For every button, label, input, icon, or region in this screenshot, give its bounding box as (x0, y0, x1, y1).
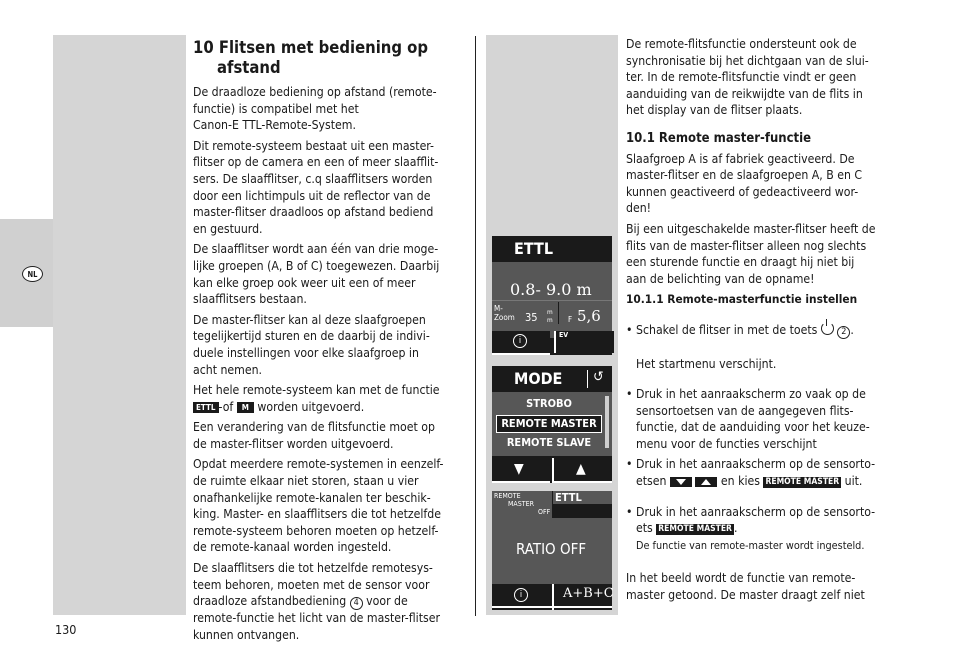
info-icon: i (513, 334, 527, 348)
text-line: master-flitser draadloos op afstand bediend (193, 205, 434, 220)
text-line: de master-flitser worden uitgevoerd. (193, 436, 394, 451)
arrow-down-icon: ▼ (514, 461, 524, 477)
text-line: sers. De slaafflitser, c.q slaafflitsers worden (193, 171, 433, 186)
paragraph-sensor: De slaafflitsers die tot hetzelfde remotesys- teem behoren, moeten met de sensor voor draadloze afstandbediening 4 voor de remote-functie het licht van de master-flitser kunnen ontvangen. (193, 561, 440, 642)
text-line: het display van de flitser plaats. (626, 103, 803, 118)
m-chip: M (237, 402, 254, 413)
text-line: Opdat meerdere remote-systemen in eenzelf- (193, 457, 444, 472)
column-divider (475, 36, 476, 616)
intro-paragraph (626, 36, 901, 119)
ettl-header: ETTL (492, 236, 612, 262)
text-line: De slaafflitser wordt aan één van drie moge- (193, 242, 439, 257)
info-button[interactable] (492, 331, 550, 355)
text-line: Slaafgroep A is af fabriek geactiveerd. De (626, 151, 855, 166)
groups-value: A+B+C (563, 586, 614, 601)
text-line: Een verandering van de flitsfunctie moet op (193, 420, 435, 435)
paragraph-function: Het hele remote-systeem kan met de functie ETTL -of M worden uitgevoerd. (193, 383, 440, 414)
text-line: teem behoren, moeten met de sensor voor (193, 577, 430, 592)
arrow-up-icon (695, 477, 717, 487)
mode-menu-item[interactable]: STROBO (526, 397, 572, 410)
text-line: De slaafflitsers die tot hetzelfde remotesys- (193, 561, 433, 576)
paragraph (193, 84, 468, 134)
section-paragraph-2 (626, 221, 901, 287)
left-grey-panel (53, 35, 186, 615)
paragraph (193, 138, 468, 238)
text-line: lijke groepen (A, B of C) toegewezen. Daarbij (193, 258, 440, 273)
left-paragraphs-2 (193, 419, 468, 556)
remote-master-chip: REMOTE MASTER (658, 523, 732, 534)
step-switch-on: • Schakel de flitser in met de toets 2 . Het startmenu verschijnt. (626, 322, 901, 372)
aperture-value: 5,6 (577, 307, 601, 325)
step-select-remote-master: • Druk in het aanraakscherm op de sensorto- etsen en kies REMOTE MASTER uit. (626, 456, 901, 489)
display-mode-menu (492, 366, 612, 483)
text-line: king. Master- en slaafflitsers die tot hetzelfde (193, 507, 441, 522)
button-number: 2 (837, 326, 850, 339)
text-line: Bij een uitgeschakelde master-flitser heeft de (626, 221, 876, 236)
up-button[interactable] (552, 458, 612, 483)
text-line: aanduiding van de reikwijdte van de flits in (626, 86, 863, 101)
text-line: kunnen geactiveerd of gedeactiveerd wor- (626, 184, 859, 199)
text-line: remote-functie het licht van de master-flitser (193, 611, 440, 626)
ettl-range-area: 0.8- 9.0 m M- Zoom 35 m m F 5,6 (492, 262, 612, 338)
text-line: acht nemen. (193, 362, 263, 377)
section-title: 10.1 Remote master-functie (626, 130, 812, 146)
text-line: door een lichtimpuls uit de reflector van de (193, 188, 431, 203)
ratio-value: RATIO OFF (516, 540, 587, 558)
text-line: Druk in het aanraakscherm zo vaak op de (636, 387, 866, 402)
ev-button[interactable]: EV (554, 331, 614, 353)
text-line: flits van de master-flitser alleen nog slechts (626, 238, 867, 253)
text-line: aan de belichting van de opname! (626, 271, 815, 286)
ettl-chip: ETTL (193, 402, 219, 413)
outro-paragraph (626, 570, 901, 603)
paragraph (193, 241, 468, 307)
left-column (193, 38, 468, 647)
text-line: master-flitser en de slaafgroepen A, B en C (626, 168, 863, 183)
language-badge: NL (22, 266, 43, 282)
right-column (626, 36, 901, 608)
text-line: den! (626, 201, 652, 216)
text-line: De draadloze bediening op afstand (remote- (193, 85, 437, 99)
display-remote-master (492, 491, 612, 610)
info-button-remote[interactable] (492, 584, 552, 610)
text-line: flitser op de camera en een of meer slaafflit- (193, 155, 439, 170)
groups-button[interactable] (552, 584, 612, 610)
step-confirm-remote-master: • Druk in het aanraakscherm op de sensorto- ets REMOTE MASTER . De functie van remote-master wordt ingesteld. (626, 504, 901, 555)
sensor-number: 4 (350, 597, 363, 610)
info-icon: i (514, 588, 528, 602)
left-paragraphs (193, 84, 468, 378)
display-ettl (492, 236, 612, 355)
remote-mode: ETTL (555, 491, 582, 504)
mode-menu-item[interactable]: REMOTE MASTER (496, 415, 602, 433)
ratio-area (492, 518, 612, 584)
subsection-title: 10.1.1 Remote-masterfunctie instellen (626, 292, 858, 307)
text-line: de remote-kanaal worden ingesteld. (193, 540, 392, 555)
arrow-up-icon: ▲ (576, 461, 586, 477)
text-line: Canon-E TTL-Remote-System. (193, 118, 356, 133)
text-line: De master-flitser kan al deze slaafgroepen (193, 312, 426, 327)
text-line: master getoond. De master draagt zelf niet (626, 588, 865, 603)
mode-header: MODE ↺ (492, 366, 612, 392)
text-line: synchronisatie bij het dichtgaan van de slui- (626, 53, 869, 68)
text-line: sensortoetsen van de aangegeven flits- (636, 403, 854, 418)
text-line: een sturende functie en draagt hij niet bij (626, 255, 855, 270)
paragraph (193, 456, 468, 556)
range-value: 0.8- 9.0 m (510, 280, 592, 299)
text-line: functie, dat de aanduiding voor het keuze- (636, 420, 870, 435)
paragraph (193, 312, 468, 378)
down-button[interactable] (492, 458, 550, 483)
text-line: tegelijkertijd sturen en de daarbij de indivi- (193, 329, 430, 344)
zoom-value: 35 (525, 311, 538, 324)
text-line: Dit remote-systeem bestaat uit een master- (193, 138, 434, 153)
text-line: menu voor de functies verschijnt (636, 436, 817, 451)
text-line: kunnen ontvangen. (193, 627, 300, 642)
text-line: de ruimte elkaar niet storen, staan u vier (193, 474, 419, 489)
text-line: functie) is compatibel met het (193, 101, 359, 116)
remote-master-chip: REMOTE MASTER (765, 476, 840, 487)
chapter-title: 10 Flitsen met bediening op afstand (193, 38, 428, 77)
text-line: slaafflitsers bestaan. (193, 292, 307, 307)
section-paragraph-1 (626, 151, 901, 217)
paragraph (193, 419, 468, 452)
text-line: In het beeld wordt de functie van remote- (626, 571, 856, 586)
remote-header: REMOTE MASTER OFF ETTL (492, 491, 612, 518)
step-touch-sensor (626, 386, 901, 452)
text-line: remote-systeem behoren moeten op hetzelf- (193, 523, 439, 538)
mode-menu-item[interactable]: REMOTE SLAVE (506, 436, 592, 449)
power-icon (821, 322, 834, 335)
back-icon[interactable]: ↺ (593, 369, 604, 385)
mode-list (492, 392, 612, 456)
text-line: onafhankelijke remote-kanalen ter beschik- (193, 490, 431, 505)
text-line: De remote-flitsfunctie ondersteunt ook de (626, 37, 857, 51)
text-line: en gestuurd. (193, 221, 263, 236)
page-number: 130 (55, 622, 77, 637)
text-line: duele instellingen voor elke slaafgroep in (193, 345, 419, 360)
text-line: ter. In de remote-flitsfunctie vindt er geen (626, 70, 857, 85)
arrow-down-icon (670, 477, 692, 487)
scrollbar[interactable] (605, 396, 609, 448)
text-line: kan elke groep ook weer uit een of meer (193, 275, 416, 290)
